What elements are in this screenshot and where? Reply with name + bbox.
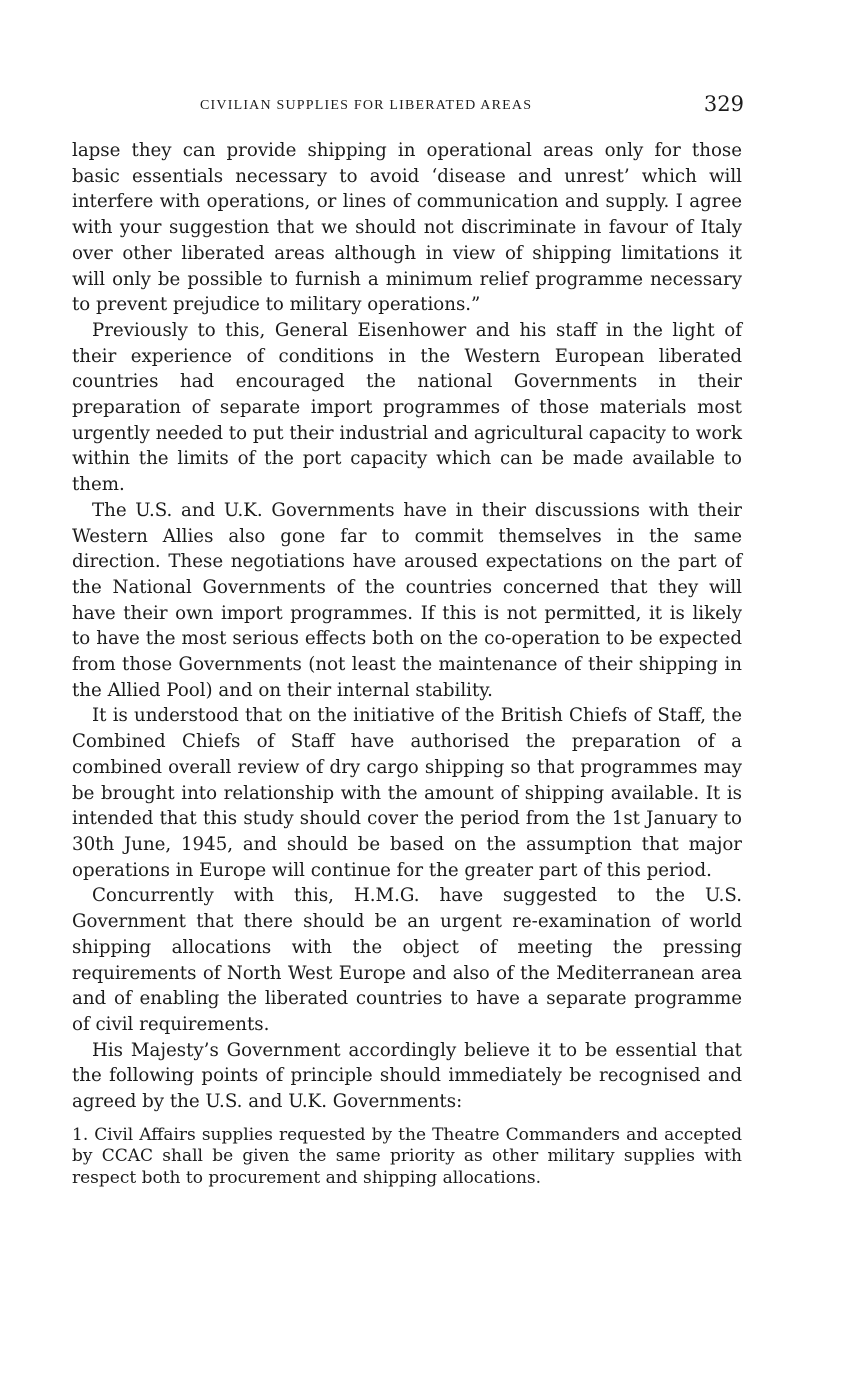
paragraph-shipping-review: It is understood that on the initiative of the British Chiefs of Staff, the Combined Chiefs of Staff have authorised the preparation of a combined overall review of dry cargo shipping so that programmes may be brought into relationship with the amount of shipping available. It is intended that this study should cover the period from the 1st January to 30th June, 1945, and should be based on the assumption that major operations in Europe will continue for the greater part of this period. [72, 705, 742, 881]
paragraph-principles-intro: His Majesty’s Government accordingly believe it to be essential that the following points of principle should immediately be recognised and agreed by the U.S. and U.K. Governments: [72, 1039, 742, 1113]
page-number: 329 [703, 92, 744, 116]
body-text [72, 138, 742, 1189]
paragraph-hmg-suggestion: Concurrently with this, H.M.G. have suggested to the U.S. Government that there should be an urgent re-examination of world shipping allocations with the object of meeting the pressing requirements of North West Europe and also of the Mediterranean area and of enabling the liberated countries to have a separate programme of civil requirements. [72, 885, 742, 1035]
numbered-point-1: 1. Civil Affairs supplies requested by the Theatre Commanders and accepted by CCAC shall be given the same priority as other military supplies with respect both to procurement and shipping allocations. [72, 1124, 742, 1188]
paragraph-continued-quote: lapse they can provide shipping in operational areas only for those basic essentials necessary to avoid ‘disease and unrest’ which will interfere with operations, or lines of communication and supply. I agree with your suggestion that we should not discriminate in favour of Italy over other liberated areas although in view of shipping limitations it will only be possible to furnish a minimum relief programme necessary to prevent prejudice to military operations.” [72, 140, 742, 316]
paragraph-western-allies: The U.S. and U.K. Governments have in their discussions with their Western Allies also gone far to commit themselves in the same direction. These negotiations have aroused expectations on the part of the National Governments of the countries concerned that they will have their own import programmes. If this is not permitted, it is likely to have the most serious effects both on the co-operation to be expected from those Governments (not least the maintenance of their shipping in the Allied Pool) and on their internal stability. [72, 499, 742, 701]
running-title: CIVILIAN SUPPLIES FOR LIBERATED AREAS [200, 98, 533, 113]
running-head [72, 92, 746, 122]
paragraph-eisenhower: Previously to this, General Eisenhower and his staff in the light of their experience of conditions in the Western European liberated countries had encouraged the national Governments in their preparation of separate import programmes of those materials most urgently needed to put their industrial and agricultural capacity to work within the limits of the port capacity which can be made available to them. [72, 319, 742, 496]
